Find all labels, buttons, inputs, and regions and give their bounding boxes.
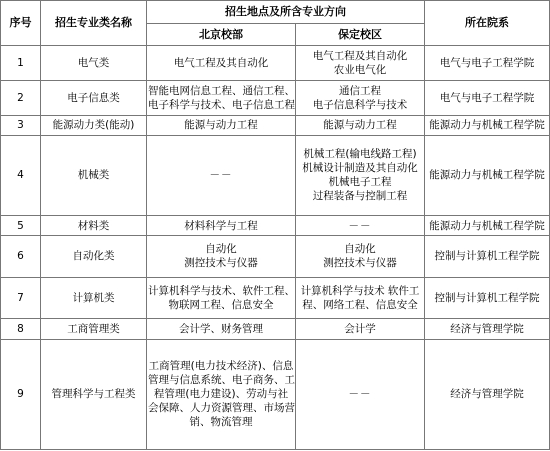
cell-baoding-line: 自动化 [344, 243, 376, 256]
cell-seq: 5 [1, 215, 41, 235]
cell-college: 控制与计算机工程学院 [425, 236, 550, 278]
cell-baoding [296, 115, 425, 135]
header-college: 所在院系 [425, 1, 550, 46]
cell-baoding-line: 农业电气化 [333, 63, 387, 76]
table-row [1, 136, 550, 216]
cell-seq: 4 [1, 136, 41, 216]
cell-baoding [296, 80, 425, 115]
cell-seq: 3 [1, 115, 41, 135]
cell-beijing-line: 销、物流管理 [189, 416, 253, 429]
cell-baoding [296, 46, 425, 81]
cell-beijing [147, 236, 296, 278]
cell-beijing-line: 电气工程及其自动化 [173, 56, 269, 69]
cell-seq: 6 [1, 236, 41, 278]
cell-category: 计算机类 [41, 277, 147, 319]
cell-baoding-line: －－ [348, 219, 372, 232]
cell-baoding-line: 程、网络工程、信息安全 [302, 299, 418, 312]
cell-college: 电气与电子工程学院 [425, 46, 550, 81]
cell-baoding [296, 319, 425, 339]
cell-beijing [147, 136, 296, 216]
header-major-category: 招生专业类名称 [41, 1, 147, 46]
header-beijing: 北京校部 [147, 24, 296, 46]
cell-baoding-line: 能源与动力工程 [323, 119, 397, 132]
cell-beijing-line: 材料科学与工程 [184, 219, 258, 232]
cell-beijing-line: 管理与信息系统、电子商务、工 [148, 374, 295, 387]
cell-baoding [296, 339, 425, 449]
cell-beijing-line: －－ [209, 169, 233, 182]
cell-baoding-line: 过程装备与控制工程 [312, 190, 408, 203]
cell-category: 工商管理类 [41, 319, 147, 339]
cell-beijing-line: 自动化 [205, 243, 237, 256]
header-row [1, 1, 550, 24]
table-row [1, 215, 550, 235]
cell-beijing [147, 80, 296, 115]
header-seq: 序号 [1, 1, 41, 46]
cell-category: 电气类 [41, 46, 147, 81]
cell-baoding-line: －－ [348, 388, 372, 401]
cell-beijing-line: 会保障、人力资源管理、市场营 [148, 402, 295, 415]
cell-beijing-line: 能源与动力工程 [184, 119, 258, 132]
cell-college: 能源动力与机械工程学院 [425, 136, 550, 216]
cell-baoding [296, 136, 425, 216]
cell-college: 电气与电子工程学院 [425, 80, 550, 115]
cell-seq: 9 [1, 339, 41, 449]
cell-beijing-line: 物联网工程、信息安全 [168, 299, 274, 312]
cell-beijing-line: 测控技术与仪器 [184, 257, 258, 270]
table-row [1, 277, 550, 319]
cell-category: 机械类 [41, 136, 147, 216]
cell-college: 经济与管理学院 [425, 319, 550, 339]
cell-beijing-line: 电子科学与技术、电子信息工程 [148, 98, 295, 111]
cell-baoding [296, 215, 425, 235]
cell-beijing [147, 319, 296, 339]
cell-beijing-line: 程管理(电力建设)、劳动与社 [153, 388, 289, 401]
table-row [1, 80, 550, 115]
cell-college: 经济与管理学院 [425, 339, 550, 449]
cell-baoding [296, 277, 425, 319]
cell-beijing-line: 智能电网信息工程、通信工程、 [148, 84, 295, 97]
header-baoding: 保定校区 [296, 24, 425, 46]
cell-baoding-line: 电气工程及其自动化 [312, 49, 408, 62]
cell-baoding-line: 通信工程 [339, 84, 381, 97]
table-row [1, 46, 550, 81]
cell-baoding-line: 测控技术与仪器 [323, 257, 397, 270]
cell-beijing [147, 215, 296, 235]
cell-category: 电子信息类 [41, 80, 147, 115]
cell-baoding-line: 机械设计制造及其自动化 [302, 162, 418, 175]
table-row [1, 115, 550, 135]
cell-beijing [147, 277, 296, 319]
cell-beijing-line: 会计学、财务管理 [179, 323, 263, 336]
cell-college: 能源动力与机械工程学院 [425, 215, 550, 235]
cell-beijing [147, 115, 296, 135]
cell-college: 控制与计算机工程学院 [425, 277, 550, 319]
cell-beijing-line: 计算机科学与技术、软件工程、 [148, 285, 295, 298]
table-row [1, 236, 550, 278]
cell-baoding-line: 电子信息科学与技术 [312, 98, 408, 111]
cell-seq: 8 [1, 319, 41, 339]
cell-beijing [147, 46, 296, 81]
cell-seq: 7 [1, 277, 41, 319]
cell-seq: 1 [1, 46, 41, 81]
cell-category: 自动化类 [41, 236, 147, 278]
cell-beijing-line: 工商管理(电力技术经济)、信息 [148, 360, 294, 373]
cell-baoding-line: 机械工程(输电线路工程) [303, 148, 417, 161]
cell-category: 材料类 [41, 215, 147, 235]
cell-category: 管理科学与工程类 [41, 339, 147, 449]
table-row [1, 319, 550, 339]
cell-baoding-line: 机械电子工程 [328, 176, 392, 189]
cell-category: 能源动力类(能动) [41, 115, 147, 135]
cell-baoding-line: 会计学 [344, 323, 376, 336]
cell-baoding [296, 236, 425, 278]
table-row [1, 339, 550, 449]
table-body [1, 46, 550, 450]
cell-beijing [147, 339, 296, 449]
cell-seq: 2 [1, 80, 41, 115]
cell-baoding-line: 计算机科学与技术 软件工 [300, 285, 420, 298]
header-location-group: 招生地点及所含专业方向 [147, 1, 425, 24]
cell-college: 能源动力与机械工程学院 [425, 115, 550, 135]
